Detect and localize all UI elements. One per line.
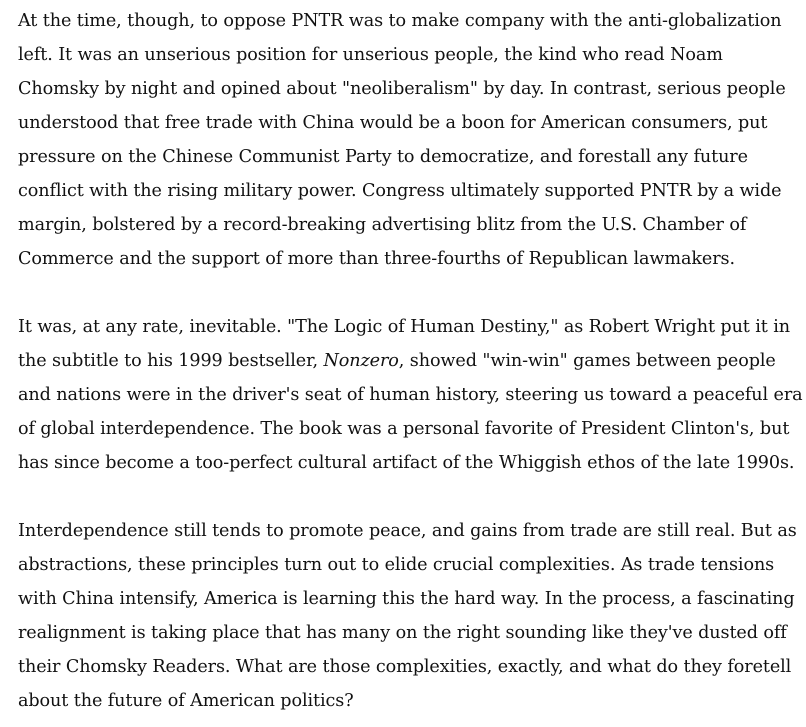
- text-line: It was, at any rate, inevitable. "The Logic of Human Destiny," as Robert Wright put it in: [18, 317, 791, 337]
- text-line: [18, 344, 804, 378]
- paragraph-3: [18, 514, 804, 718]
- book-title-nonzero: Nonzero: [323, 351, 399, 371]
- paragraph-2: [18, 310, 804, 480]
- text-line: about the future of American politics?: [18, 691, 354, 711]
- text-segment: the subtitle to his 1999 bestseller,: [18, 351, 324, 371]
- text-line: Interdependence still tends to promote peace, and gains from trade are still real. But as: [18, 521, 797, 541]
- article-body: [18, 4, 804, 718]
- text-line: has since become a too-perfect cultural artifact of the Whiggish ethos of the late 1990s.: [18, 453, 795, 473]
- text-line: conflict with the rising military power. Congress ultimately supported PNTR by a wide: [18, 181, 782, 201]
- paragraph-1: [18, 4, 804, 276]
- text-line: Commerce and the support of more than three-fourths of Republican lawmakers.: [18, 249, 735, 269]
- text-line: understood that free trade with China would be a boon for American consumers, put: [18, 113, 768, 133]
- text-line: of global interdependence. The book was a personal favorite of President Clinton's, but: [18, 419, 790, 439]
- text-line: pressure on the Chinese Communist Party to democratize, and forestall any future: [18, 147, 748, 167]
- text-line: realignment is taking place that has many on the right sounding like they've dusted off: [18, 623, 787, 643]
- text-line: left. It was an unserious position for unserious people, the kind who read Noam: [18, 45, 723, 65]
- text-line: their Chomsky Readers. What are those complexities, exactly, and what do they foretell: [18, 657, 792, 677]
- text-line: At the time, though, to oppose PNTR was to make company with the anti-globalization: [18, 11, 782, 31]
- text-line: margin, bolstered by a record-breaking advertising blitz from the U.S. Chamber of: [18, 215, 747, 235]
- text-line: abstractions, these principles turn out to elide crucial complexities. As trade tensions: [18, 555, 775, 575]
- text-line: and nations were in the driver's seat of human history, steering us toward a peaceful era: [18, 385, 803, 405]
- text-line: Chomsky by night and opined about "neoliberalism" by day. In contrast, serious people: [18, 79, 786, 99]
- text-segment: , showed "win-win" games between people: [398, 351, 776, 371]
- text-line: with China intensify, America is learning this the hard way. In the process, a fascinating: [18, 589, 795, 609]
